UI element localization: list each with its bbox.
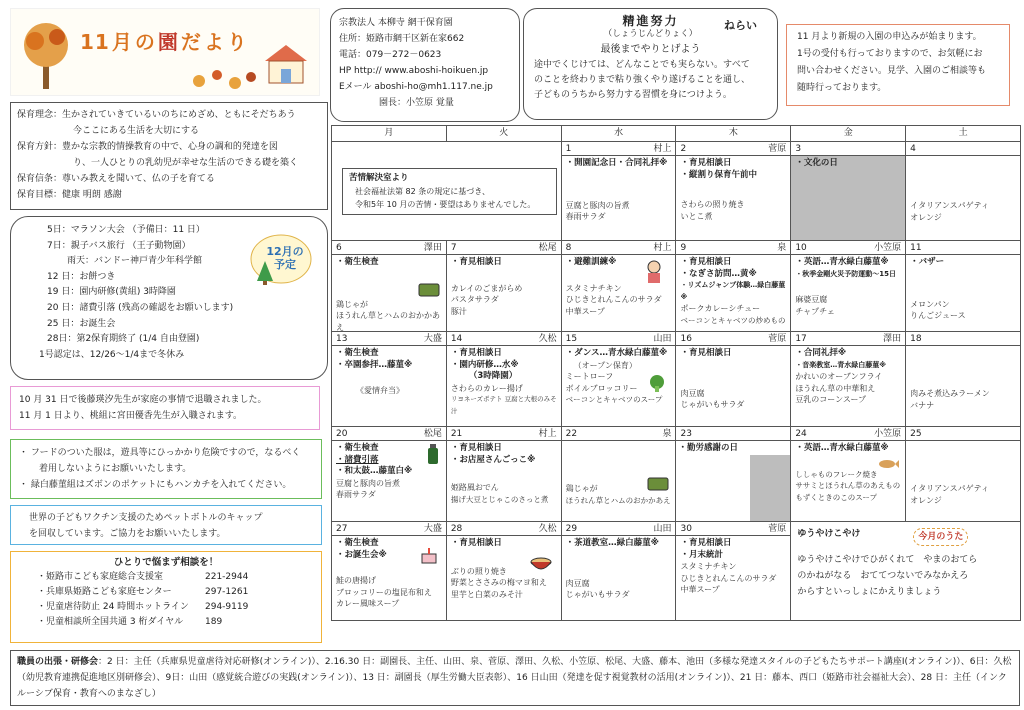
calendar-day: 9 泉 ・育見相談日 ・なぎさ訪問…黄※ ・リズムジャンプ体験…緑白藤菫※ ポークカレーシチュー ベーコンとキャベツの炒めもの	[676, 241, 791, 332]
schedule-item: 雨天：バンドー神戸青少年科学館	[67, 256, 203, 267]
calendar-day: 20 松尾 ・衛生検査 ・諸費引落 ・和太鼓…藤菫白※ 豆腐と豚肉の旨煮 春雨サラダ	[332, 427, 447, 522]
consultation-contacts	[10, 551, 322, 643]
aim-label: ねらい	[724, 19, 757, 32]
december-schedule	[10, 216, 328, 380]
lunchbox-icon	[647, 475, 669, 491]
calendar-day: 1 村上 ・開園記念日・合同礼拝※ 豆腐と豚肉の旨煮 春雨サラダ	[561, 142, 676, 241]
lunchbox-icon	[418, 281, 440, 297]
consult-title: ひとりで悩まず相談を！	[113, 557, 219, 568]
calendar-day: 3 ・文化の日	[791, 142, 906, 241]
schedule-item: 25 日：お誕生会	[47, 318, 116, 329]
calendar-day: 18 肉みそ煮込みラーメン バナナ	[906, 332, 1021, 427]
newsletter-logo	[10, 8, 320, 96]
fish-icon	[877, 457, 899, 471]
november-calendar	[331, 125, 1021, 647]
bowl-icon	[529, 554, 553, 574]
broccoli-icon	[647, 374, 667, 392]
calendar-day: 7 松尾 ・育見相談日 カレイのごまがらめ パスタサラダ 豚汁	[446, 241, 561, 332]
monthly-aim	[523, 8, 778, 120]
calendar-day: 6 澤田 ・衛生検査 鶏じゃが ほうれん草とハムのおかかあえ	[332, 241, 447, 332]
calendar-day: 17 澤田 ・合同礼拝※ ・音楽教室…青水緑白藤菫※ かれいのオーブンフライ ほうれん草の中華和え 豆乳のコーンスープ	[791, 332, 906, 427]
schedule-item: 20 日：諸費引落 (残高の確認をお願いします)	[47, 302, 234, 313]
consult-item: ・姫路市こども家庭総合支援室 221-2944	[37, 572, 249, 582]
org-phone: 電話：079－272－0623	[339, 50, 442, 60]
aim-motto: 最後までやりとげよう	[600, 43, 701, 55]
calendar-day: 8 村上 ・避難訓練※ スタミナチキン ひじきとれんこんのサラダ 中華スープ	[561, 241, 676, 332]
bottle-icon	[426, 443, 440, 465]
calendar-day: 11 ・バザー メロンパン りんごジュース	[906, 241, 1021, 332]
calendar-day: 21 村上 ・育見相談日 ・お店屋さんごっこ※ 姫路風おでん 揚げ大豆とじゃこのさっと煮	[446, 427, 561, 522]
calendar-week	[332, 522, 1021, 621]
schedule-item: 1号認定は、12/26～1/4まで冬休み	[39, 349, 185, 360]
schedule-item: 5日：マラソン大会 （予備日：11 日）	[47, 225, 205, 235]
staff-change-notice: 10 月 31 日で後藤瑛汐先生が家庭の事情で退職されました。 11 月 1 日より、桃組に宮田優香先生が入職されます。	[10, 386, 320, 430]
footer-text: ：2 日：主任（兵庫県児童虐待対応研修(オンライン)）、2.16.30 日：副園長、主任、山田、泉、菅原、澤田、久松、小笠原、松尾、大盛、藤本、池田（多様な発達スタイルの子どもたちサポート講座Ⅰ(オンライン)）、6日：久松（幼児教育連携促進地区別研修会）、9日：山田（感覚統合遊びの実践(オンライン)）、13 日：副園長（厚生労働大臣表彰）、16 日山田（発達を促す視覚教材の活用(オンライン)）、21 日：藤本、西口（姫路市社会福祉大会）、28 日：主任（インクルーシブ保育・教育へのまなざし）	[17, 657, 1012, 699]
aim-reading: （しょうじんどりょく）	[603, 29, 698, 40]
autumn-tree-icon	[17, 15, 77, 93]
schedule-item: 19 日：園内研修(黄組) 3時降園	[47, 287, 176, 298]
calendar-day: 14 久松 ・育見相談日 ・園内研修…水※ （3時降園） さわらのカレー揚げ リヨネーズポテト 豆腐と大根のみそ汁	[446, 332, 561, 427]
calendar-day: 29 山田 ・茶道教室…緑白藤菫※ 肉豆腐 じゃがいもサラダ	[561, 522, 676, 621]
calendar-week	[332, 142, 1021, 241]
staff-training-footer	[10, 650, 1020, 706]
december-badge: 12月の予定	[249, 231, 313, 287]
admission-notice: 11 月より新規の入園の申込みが始まります。 1号の受付も行っておりますので、お気軽にお 問い合わせください。見学、入園のご相談等も 随時行っております。	[786, 24, 1010, 106]
calendar-day: 10 小笠原 ・英語…青水緑白藤菫※ ・秋季金剛火災予防運動～15日 麻婆豆腐 チャプチェ	[791, 241, 906, 332]
aim-body: 途中でくじけては、どんなことでも実らない。すべて のことを終わりまで粘り強くやり遂げることを通し、 子どものうちから努力する習慣を身につけよう。	[534, 60, 751, 101]
safety-notice: ・ フードのついた服は，遊具等にひっかかり危険ですので，なるべく 着用しないようにお願いいたします。 ・ 緑白藤菫組はズボンのポケットにもハンカチを入れてください。	[10, 439, 322, 499]
aim-title: 精進努力	[622, 14, 679, 28]
calendar-day: 13 大盛 ・衛生検査 ・卒園参拝…藤菫※ 《愛情弁当》	[332, 332, 447, 427]
calendar-week	[332, 427, 1021, 522]
calendar-week	[332, 332, 1021, 427]
newsletter-title: 11 月 の 園 だ よ り	[80, 30, 248, 54]
schedule-item: 12 日：お餅つき	[47, 271, 116, 282]
schedule-item: 28日：第2保育期終了 (1/4 自由登園)	[47, 334, 200, 345]
nursery-house-icon	[261, 41, 311, 85]
calendar-day: 16 菅原 ・育見相談日 肉豆腐 じゃがいもサラダ	[676, 332, 791, 427]
org-name: 宗教法人 本柳寺 網干保育園	[339, 18, 453, 28]
nursery-policy: 保育理念： 生かされていきているいのちにめざめ、ともにそだちあう 今ここにある生活を大切にする 保育方針： 豊かな宗教的情操教育の中で、心身の調和的発達を図 り、一人ひとりの乳幼児が幸せな生活のできる礎を築く 保育信条： 尊いみ教えを聞いて、仏の子を育てる 保育目標： 健康 明朗 感謝	[10, 102, 328, 210]
org-homepage[interactable]: HP http:// www.aboshi-hoikuen.jp	[339, 66, 489, 76]
calendar-day: 2 菅原 ・育見相談日 ・縦割り保育午前中 さわらの照り焼き いとこ煮	[676, 142, 791, 241]
calendar-day: 25 イタリアンスパゲティ オレンジ	[906, 427, 1021, 522]
consult-item: ・児童虐待防止 24 時間ホットライン 294-9119	[37, 602, 249, 612]
consult-item: ・兵庫県姫路こども家庭センター 297-1261	[37, 587, 249, 597]
calendar-day: 28 久松 ・育見相談日 ぶりの照り焼き 野菜とささみの梅マヨ和え 里芋と白菜のみそ汁	[446, 522, 561, 621]
schedule-item: 7日：親子バス旅行 （王子動物園）	[47, 240, 191, 251]
org-address: 住所：姫路市網干区新在家662	[339, 34, 465, 44]
song-of-the-month: ゆうやけこやけ 今月のうた ゆうやけこやけでひがくれて やまのおてら のかねがなる おててつないでみなかえろ からすといっしょにかえりましょう	[791, 522, 1021, 621]
nursery-contact-info	[330, 8, 520, 122]
weekday-header: 月 火 水 木 金 土	[332, 126, 1021, 142]
consult-item: ・児童相談所全国共通 3 桁ダイヤル 189	[37, 617, 223, 627]
calendar-day: 30 菅原 ・育見相談日 ・月末統計 スタミナチキン ひじきとれんこんのサラダ 中華スープ	[676, 522, 791, 621]
calendar-day: 24 小笠原 ・英語…青水緑白藤菫※ ししゃものフレーク焼き ササミとほうれん草のあえもの もずくときのこのスープ	[791, 427, 906, 522]
cake-icon	[420, 546, 438, 564]
footer-label: 職員の出張・研修会	[17, 657, 99, 667]
leaves-icon	[189, 65, 259, 91]
bottle-cap-notice: 世界の子どもワクチン支援のためペットボトルのキャップ を回収しています。ご協力をお願いいたします。	[10, 505, 322, 545]
org-principal: 園長：小笠原 覚量	[379, 98, 454, 108]
org-email[interactable]: Eメール aboshi-ho@mh1.117.ne.jp	[339, 82, 493, 92]
song-badge: 今月のうた	[913, 528, 968, 546]
child-icon	[643, 259, 665, 285]
calendar-day: 4 イタリアンスパゲティ オレンジ	[906, 142, 1021, 241]
calendar-week	[332, 241, 1021, 332]
calendar-day: 23 ・勤労感謝の日	[676, 427, 791, 522]
calendar-day: 15 山田 ・ダンス…青水緑白藤菫※ （オープン保育） ミートローフ ボイルブロッコリー ベーコンとキャベツのスープ	[561, 332, 676, 427]
calendar-day: 22 泉 鶏じゃが ほうれん草とハムのおかかあえ	[561, 427, 676, 522]
calendar-day: 27 大盛 ・衛生検査 ・お誕生会※ 鮭の唐揚げ ブロッコリーの塩昆布和え カレー風味スープ	[332, 522, 447, 621]
complaint-box: 苦情解決室より 社会福祉法第 82 条の規定に基づき、 令和5年 10 月の苦情・要望はありませんでした。	[332, 142, 562, 241]
